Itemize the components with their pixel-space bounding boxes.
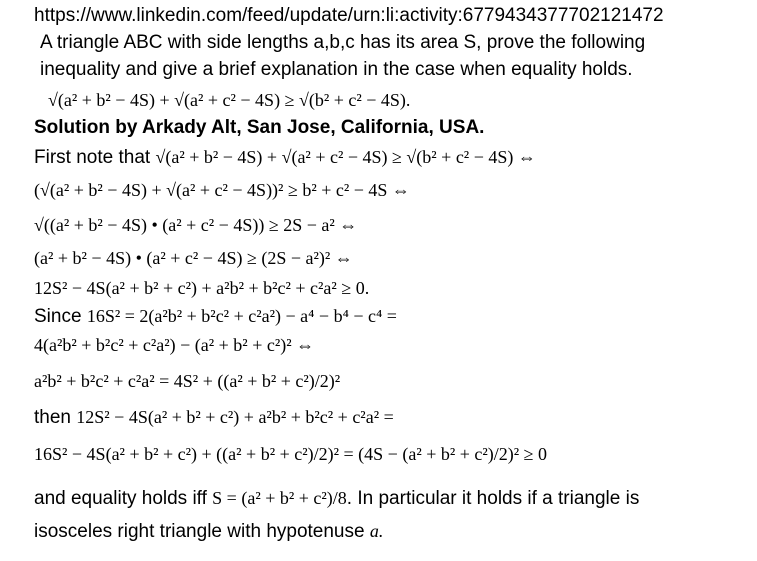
solution-heading: Solution by Arkady Alt, San Jose, California, USA. xyxy=(34,117,485,138)
step-1-text: First note that xyxy=(34,147,151,168)
conclusion xyxy=(34,519,383,544)
step-7-math: 4(a²b² + b²c² + c²a²) − (a² + b² + c²)² ⇔ xyxy=(34,335,315,355)
step-10-math: 16S² − 4S(a² + b² + c²) + ((a² + b² + c²)/2)² = (4S − (a² + b² + c²)/2)² ≥ 0 xyxy=(34,444,548,464)
step-4-math: (a² + b² − 4S) • (a² + c² − 4S) ≥ (2S − a²)² ⇔ xyxy=(34,248,353,268)
equality-text-b: . In particular it holds if a triangle is xyxy=(346,488,640,509)
step-6-text: Since xyxy=(34,306,82,327)
problem-line-2: inequality and give a brief explanation in the case when equality holds. xyxy=(40,59,633,80)
equality-condition xyxy=(34,486,639,511)
step-3-math: √((a² + b² − 4S) • (a² + c² − 4S)) ≥ 2S − a² ⇔ xyxy=(34,215,358,235)
step-9 xyxy=(34,405,394,430)
step-1-math: √(a² + b² − 4S) + √(a² + c² − 4S) ≥ √(b² + c² − 4S) ⇔ xyxy=(155,147,536,167)
step-9-math: 12S² − 4S(a² + b² + c²) + a²b² + b²c² + c²a² = xyxy=(76,407,394,427)
step-9-text: then xyxy=(34,407,71,428)
step-2-math: (√(a² + b² − 4S) + √(a² + c² − 4S))² ≥ b² + c² − 4S ⇔ xyxy=(34,180,410,200)
step-6 xyxy=(34,304,397,329)
step-8-math: a²b² + b²c² + c²a² = 4S² + ((a² + b² + c²)/2)² xyxy=(34,371,341,391)
step-5-math: 12S² − 4S(a² + b² + c²) + a²b² + b²c² + c²a² ≥ 0. xyxy=(34,278,370,298)
source-url: https://www.linkedin.com/feed/update/urn:li:activity:6779434377702121472 xyxy=(34,5,664,26)
problem-line-1: A triangle ABC with side lengths a,b,c has its area S, prove the following xyxy=(40,32,646,53)
conclusion-math: a. xyxy=(369,521,384,541)
main-inequality: √(a² + b² − 4S) + √(a² + c² − 4S) ≥ √(b² + c² − 4S). xyxy=(48,90,411,110)
step-1 xyxy=(34,145,536,170)
conclusion-text: isosceles right triangle with hypotenuse xyxy=(34,521,365,542)
equality-math: S = (a² + b² + c²)/8 xyxy=(212,488,347,508)
step-6-math: 16S² = 2(a²b² + b²c² + c²a²) − a⁴ − b⁴ − c⁴ = xyxy=(86,306,397,326)
equality-text-a: and equality holds iff xyxy=(34,488,207,509)
